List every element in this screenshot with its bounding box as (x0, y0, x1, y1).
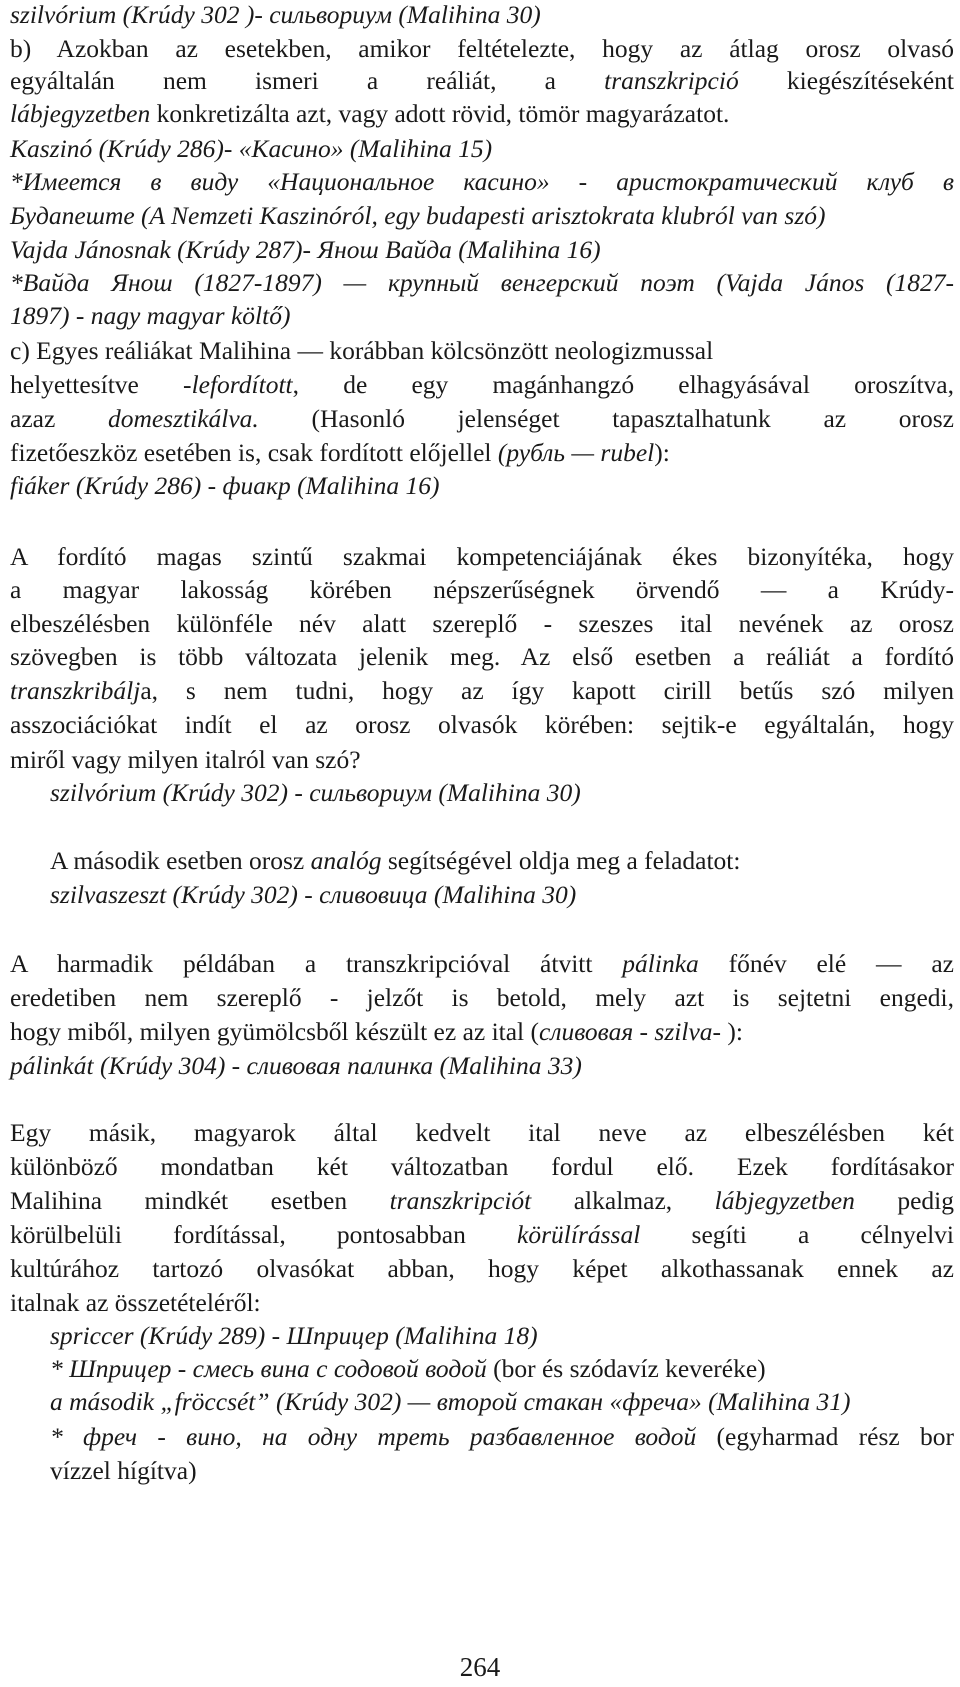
text-line (50, 1456, 954, 1486)
italic-text: *Вайда Янош (1827-1897) — крупный венгерский поэт (Vajda János (1827- (10, 268, 954, 297)
italic-text: analóg (310, 846, 382, 875)
text-run: alkalmaz, (531, 1186, 715, 1215)
text-run: segíti a célnyelvi (640, 1220, 954, 1249)
text-line (10, 0, 954, 30)
text-run: segítségével oldja meg a feladatot: (381, 846, 741, 875)
italic-text: szilvórium (Krúdy 302) - сильвориум (Malihina 30) (50, 778, 581, 807)
text-run: fizetőeszköz esetében is, csak fordított előjellel (10, 438, 498, 467)
text-line (10, 336, 954, 366)
text-line (10, 609, 954, 639)
text-run: a magyar lakosság körében népszerűségnek örvendő — a Krúdy- (10, 575, 954, 604)
italic-text: сливовая - szilva- (539, 1017, 722, 1046)
text-line (10, 201, 954, 231)
italic-text: pálinka (622, 949, 699, 978)
text-line (10, 1254, 954, 1284)
text-run: , de egy magánhangzó elhagyásával oroszítva, (292, 370, 954, 399)
text-line (10, 438, 954, 468)
text-line (50, 1321, 954, 1351)
text-line (10, 34, 954, 64)
text-line (10, 235, 954, 265)
text-run: ): (654, 438, 670, 467)
italic-text: *Имеется в виду «Национальное касино» - аристократический клуб в (10, 167, 954, 196)
italic-text: körülírással (517, 1220, 641, 1249)
text-run: vízzel hígítva) (50, 1456, 197, 1485)
italic-text: Будапеште (A Nemzeti Kaszinóról, egy budapesti arisztokrata klubról van szó) (10, 201, 826, 230)
italic-text: * фреч - вино, на одну треть разбавленное водой (50, 1422, 697, 1451)
text-line (10, 1288, 954, 1318)
italic-text: lábjegyzetben (714, 1186, 855, 1215)
italic-text: szilvaszeszt (Krúdy 302) - сливовица (Malihina 30) (50, 880, 577, 909)
italic-text: a második „fröccsét” (Krúdy 302) — второй стакан «фреча» (Malihina 31) (50, 1387, 851, 1416)
text-line (10, 710, 954, 740)
text-run: A fordító magas szintű szakmai kompetenciájának ékes bizonyítéka, hogy (10, 542, 954, 571)
text-line (50, 1422, 954, 1452)
text-run: azaz (10, 404, 108, 433)
text-line (10, 471, 954, 501)
text-line (50, 1387, 954, 1417)
italic-text: fiáker (Krúdy 286) - фиакр (Malihina 16) (10, 471, 440, 500)
text-run: Malihina mindkét esetben (10, 1186, 390, 1215)
text-line (10, 676, 954, 706)
text-run: asszociációkat indít el az orosz olvasók körében: sejtik-e egyáltalán, hogy (10, 710, 954, 739)
text-run: A második esetben orosz (50, 846, 311, 875)
text-run: elbeszélésben különféle név alatt szereplő - szeszes ital nevének az orosz (10, 609, 954, 638)
text-run: kiegészítéseként (738, 66, 954, 95)
text-run: A harmadik példában a transzkripcióval átvitt (10, 949, 623, 978)
text-line (10, 642, 954, 672)
text-line (10, 542, 954, 572)
text-line (50, 778, 954, 808)
text-run: Egy másik, magyarok által kedvelt ital neve az elbeszélésben két (10, 1118, 954, 1147)
text-run: (egyharmad rész bor (696, 1422, 954, 1451)
text-line (10, 167, 954, 197)
text-run: c) Egyes reáliákat Malihina — korábban kölcsönzött neologizmussal (10, 336, 714, 365)
text-line (10, 949, 954, 979)
text-run: konkretizálta azt, vagy adott rövid, tömör magyarázatot. (150, 99, 730, 128)
text-line (10, 745, 954, 775)
text-run: különböző mondatban két változatban fordul elő. Ezek fordításakor (10, 1152, 954, 1181)
text-run: hogy miből, milyen gyümölcsből készült ez az ital ( (10, 1017, 540, 1046)
text-run: kultúrához tartozó olvasókat abban, hogy képet alkothassanak ennek az (10, 1254, 954, 1283)
text-run: (Hasonló jelenséget tapasztalhatunk az orosz (258, 404, 954, 433)
text-run: helyettesítve - (10, 370, 192, 399)
text-run: b) Azokban az esetekben, amikor feltételezte, hogy az átlag orosz olvasó (10, 34, 954, 63)
italic-text: szilvórium (Krúdy 302 )- сильвориум (Malihina 30) (10, 0, 541, 29)
italic-text: * Шприцер - смесь вина с содовой водой (50, 1354, 487, 1383)
text-run: italnak az összetételéről: (10, 1288, 261, 1317)
text-line (10, 134, 954, 164)
italic-text: domesztikálva. (107, 404, 259, 433)
italic-text: transzkribálj (10, 676, 141, 705)
text-run: a, s nem tudni, hogy az így kapott cirill betűs szó milyen (140, 676, 954, 705)
text-run: főnév elé — az (698, 949, 954, 978)
text-line (10, 66, 954, 96)
text-line (50, 880, 954, 910)
text-run: (bor és szódavíz keveréke) (486, 1354, 766, 1383)
text-line (10, 575, 954, 605)
italic-text: 1897) - nagy magyar költő) (10, 301, 291, 330)
text-line (10, 1220, 954, 1250)
text-line (10, 404, 954, 434)
text-run: szövegben is több változata jelenik meg. Az első esetben a reáliát a fordító (10, 642, 954, 671)
text-run: pedig (854, 1186, 954, 1215)
text-line (10, 1186, 954, 1216)
italic-text: pálinkát (Krúdy 304) - сливовая палинка (Malihina 33) (10, 1051, 582, 1080)
text-line (50, 846, 954, 876)
italic-text: Kaszinó (Krúdy 286)- «Касино» (Malihina 15) (10, 134, 493, 163)
text-line (10, 1152, 954, 1182)
page-number: 264 (459, 1652, 501, 1682)
text-line (50, 1354, 954, 1384)
italic-text: transzkripciót (389, 1186, 532, 1215)
text-run: eredetiben nem szereplő - jelzőt is betold, mely azt is sejtetni engedi, (10, 983, 954, 1012)
text-line (10, 370, 954, 400)
text-line (10, 99, 954, 129)
text-line (10, 1017, 954, 1047)
text-line (10, 983, 954, 1013)
text-line (10, 268, 954, 298)
text-run: ): (721, 1017, 743, 1046)
text-line (10, 301, 954, 331)
italic-text: lefordított (191, 370, 293, 399)
text-run: miről vagy milyen italról van szó? (10, 745, 361, 774)
text-run: egyáltalán nem ismeri a reáliát, a (10, 66, 605, 95)
italic-text: (рубль — rubel (497, 438, 655, 467)
text-line (10, 1051, 954, 1081)
italic-text: lábjegyzetben (10, 99, 151, 128)
italic-text: Vajda Jánosnak (Krúdy 287)- Янош Вайда (Malihina 16) (10, 235, 601, 264)
text-run: körülbelüli fordítással, pontosabban (10, 1220, 518, 1249)
italic-text: spriccer (Krúdy 289) - Шприцер (Malihina 18) (50, 1321, 538, 1350)
text-line (10, 1118, 954, 1148)
italic-text: transzkripció (604, 66, 739, 95)
